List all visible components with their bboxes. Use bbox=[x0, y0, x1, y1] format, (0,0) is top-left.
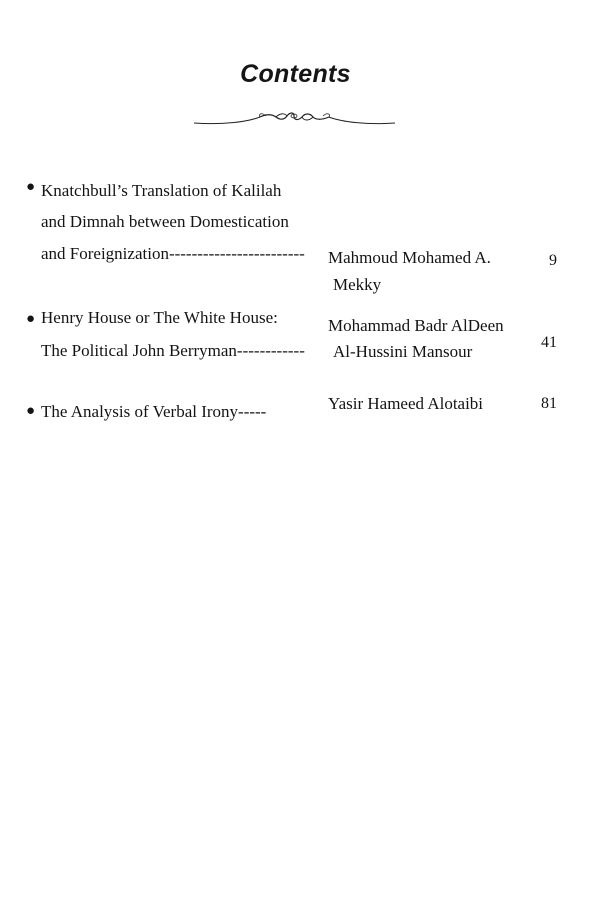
entry-title-line: The Political John Berryman------------ bbox=[41, 341, 305, 360]
flourish-ornament-icon bbox=[192, 104, 397, 132]
entry-title-line: and Dimnah between Domestication bbox=[41, 212, 289, 231]
entry-author-line: Al-Hussini Mansour bbox=[333, 342, 473, 361]
bullet-icon: ● bbox=[26, 311, 36, 327]
entry-page-number: 9 bbox=[549, 252, 557, 269]
entry-title-line: Knatchbull’s Translation of Kalilah bbox=[41, 181, 282, 200]
entry-title-line: and Foreignization------------------------ bbox=[41, 244, 305, 263]
entry-page-number: 41 bbox=[541, 334, 557, 351]
bullet-icon: ● bbox=[26, 403, 36, 419]
entry-title-line: The Analysis of Verbal Irony----- bbox=[41, 402, 267, 421]
entry-author-line: Mohammad Badr AlDeen bbox=[328, 316, 504, 335]
page-title: Contents bbox=[240, 60, 351, 88]
entry-title-line: Henry House or The White House: bbox=[41, 308, 278, 327]
entry-author-line: Mahmoud Mohamed A. bbox=[328, 248, 491, 267]
entry-author-line: Yasir Hameed Alotaibi bbox=[328, 394, 484, 413]
bullet-icon: ● bbox=[26, 179, 36, 195]
entry-page-number: 81 bbox=[541, 395, 557, 412]
entry-author-line: Mekky bbox=[333, 275, 382, 294]
